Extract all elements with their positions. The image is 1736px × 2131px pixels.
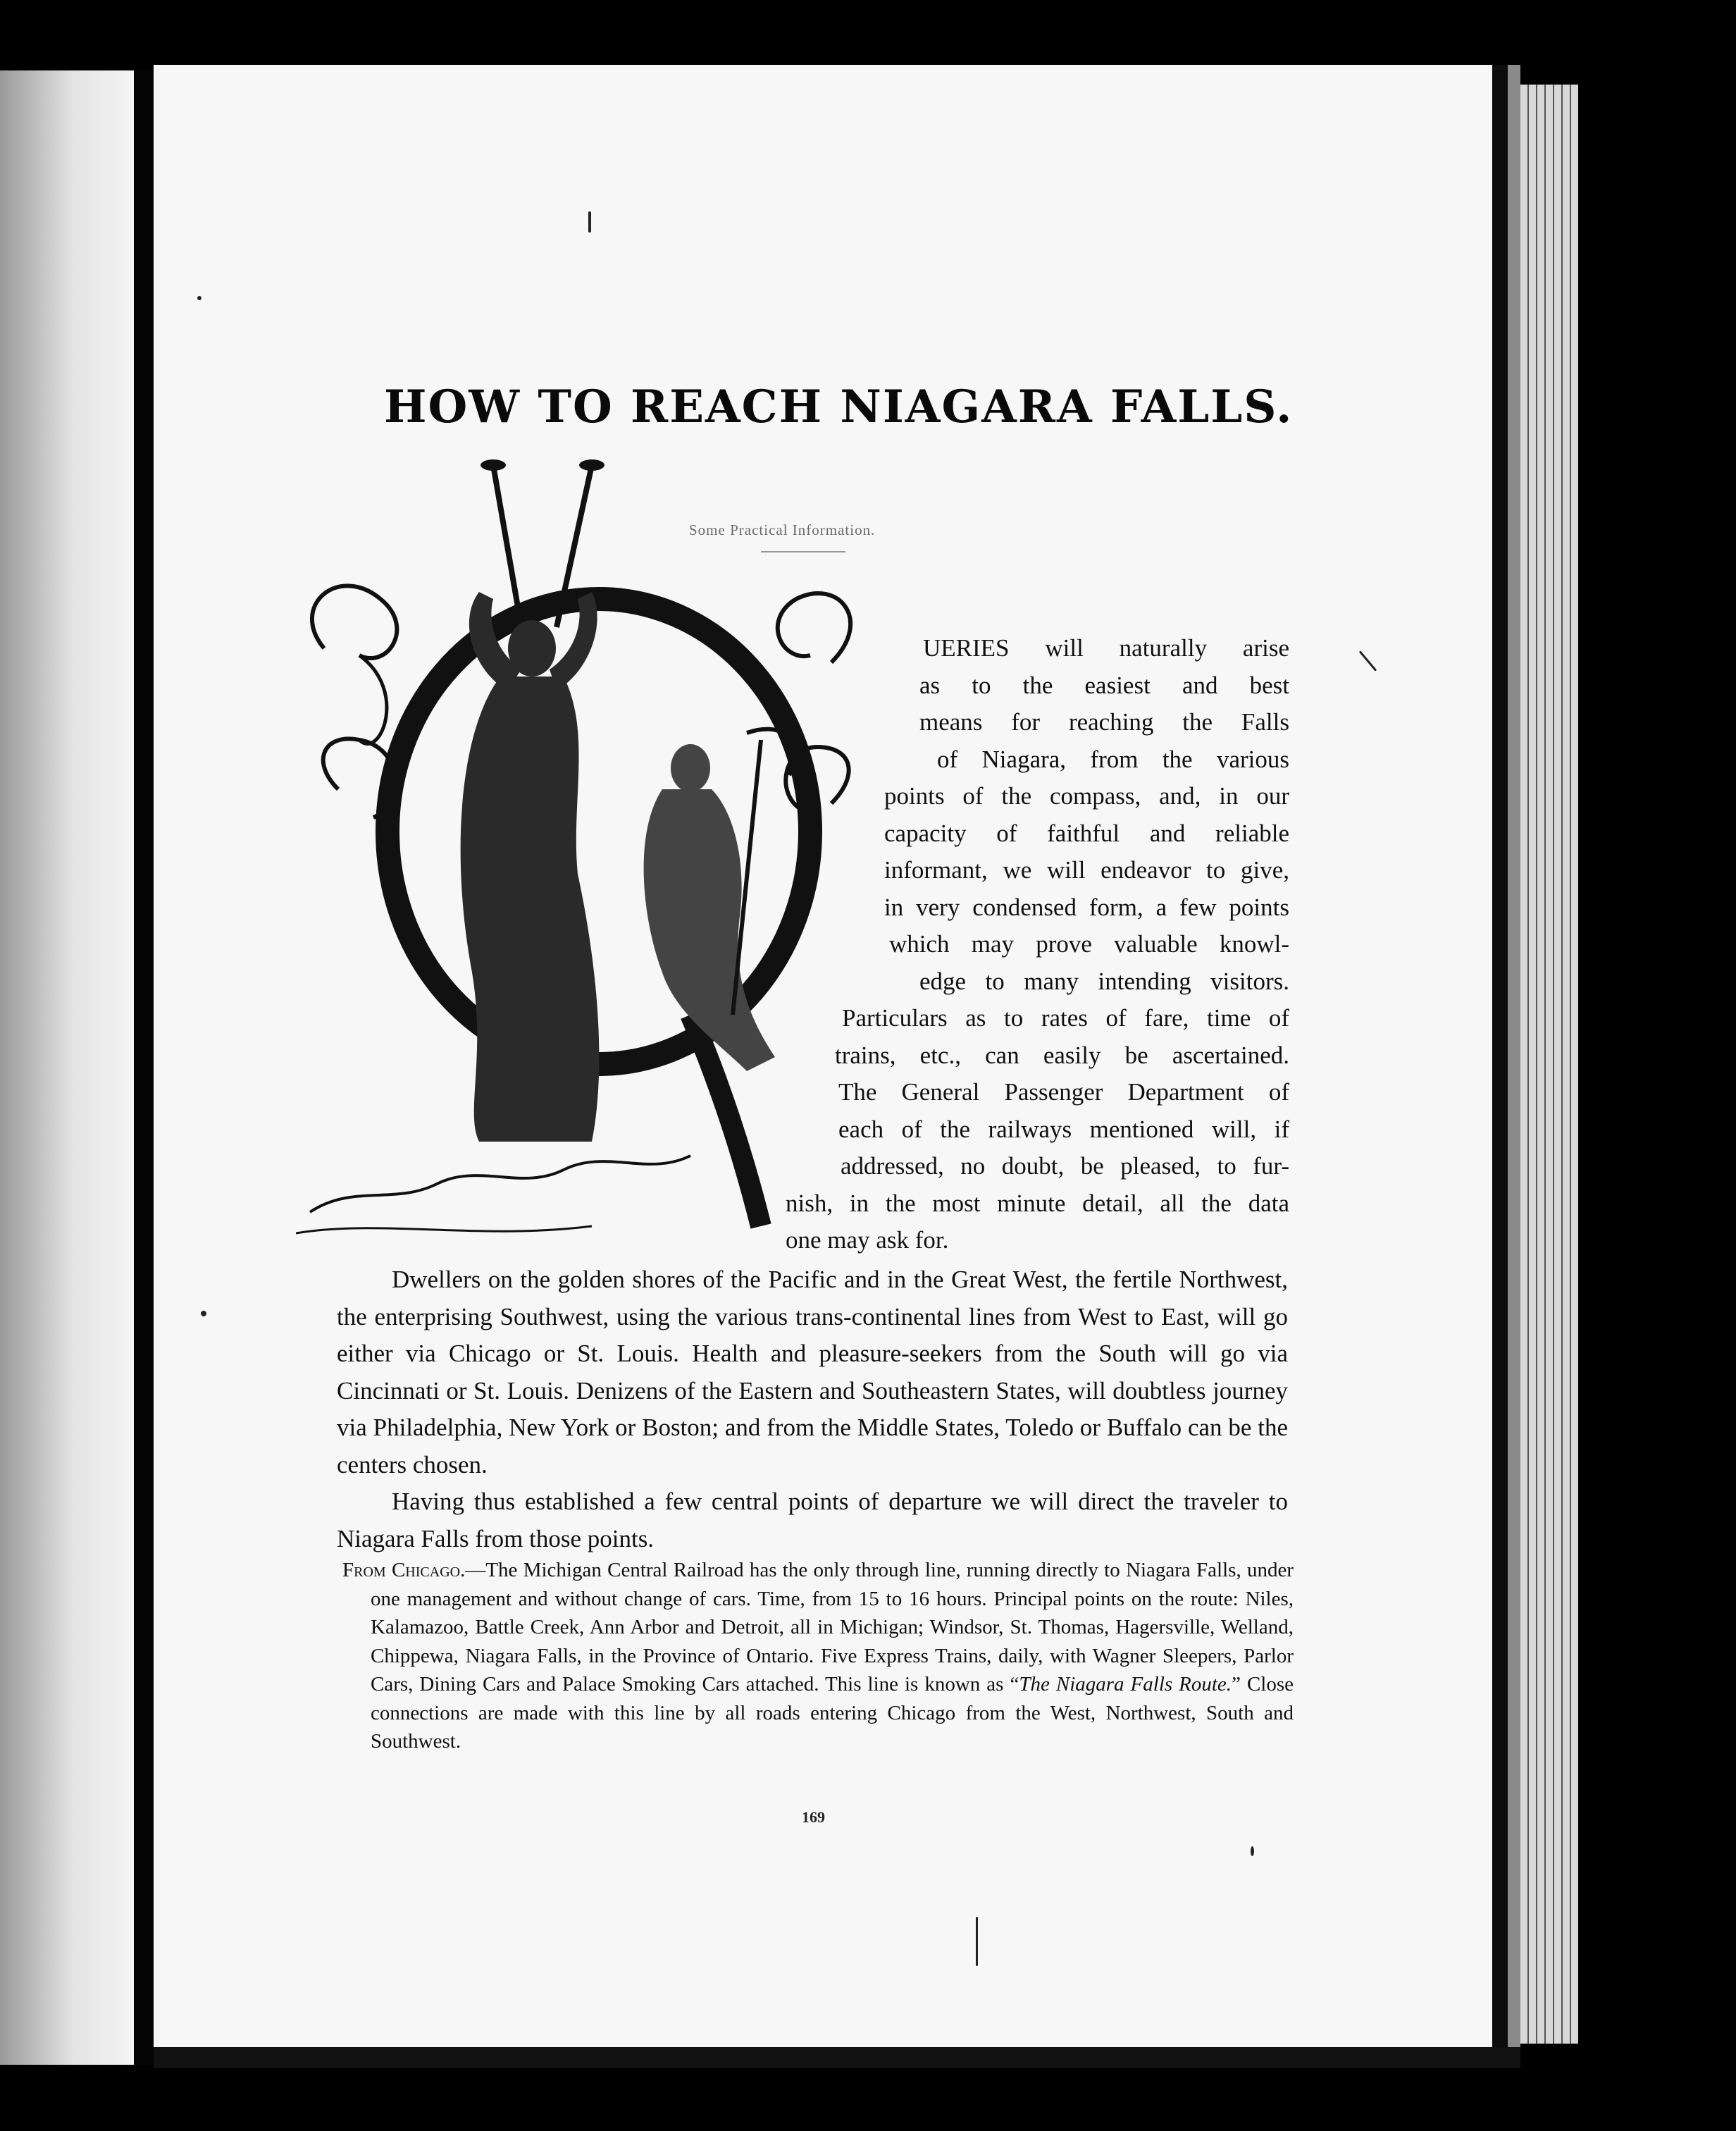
body-text xyxy=(337,1261,1288,1557)
intro-line: nish, in the most minute detail, all the data xyxy=(786,1189,1289,1217)
route-name: The Niagara Falls Route. xyxy=(1019,1673,1232,1695)
intro-line: which may prove valuable knowl- xyxy=(889,930,1289,958)
facing-page-edge xyxy=(0,70,134,2065)
intro-line: of Niagara, from the various xyxy=(937,745,1289,773)
intro-line: as to the easiest and best xyxy=(919,671,1289,699)
intro-line: The General Passenger Department of xyxy=(838,1078,1289,1106)
intro-line: means for reaching the Falls xyxy=(919,708,1289,736)
scan-speck xyxy=(1251,1846,1254,1856)
book-gutter xyxy=(134,70,154,2065)
scan-speck xyxy=(201,1311,206,1316)
intro-line: capacity of faithful and reliable xyxy=(884,819,1289,847)
page-bottom-edge xyxy=(154,2047,1520,2068)
intro-line: edge to many intending visitors. xyxy=(919,967,1289,995)
intro-line: UERIES will naturally arise xyxy=(923,634,1289,662)
illustrated-initial-q xyxy=(296,437,874,1261)
paragraph: Dwellers on the golden shores of the Pacific and in the Great West, the fertile Northwest, the enterprising Southwest, using the various trans-continental lines from West to East, will go either via Chicago or St. Louis. Health and pleasure-seekers from the South will go via Cincinnati or St. Louis. Denizens of the Eastern and Southeastern States, will doubtless journey via Philadelphia, New York or Boston; and from the Middle States, Toledo or Buffalo can be the centers chosen. xyxy=(337,1266,1288,1478)
scan-speck xyxy=(976,1917,978,1966)
section-text: —The Michigan Central Railroad has the only through line, running directly to Niagara Falls, under one management and without change of cars. Time, from 15 to 16 hours. Principal points on the route: Niles, Kalamazoo, Battle Creek, Ann Arbor and Detroit, all in Michigan; Windsor, St. Thomas, Hagersville, Welland, Chippewa, Niagara Falls, in the Province of Ontario. Five Express Trains, daily, with Wagner Sleepers, Parlor Cars, Dining Cars and Palace Smoking Cars attached. This line is known as “ xyxy=(371,1559,1294,1695)
section-heading: From Chicago. xyxy=(342,1559,466,1581)
page-edge-dark xyxy=(1492,65,1508,2051)
page-edge-light xyxy=(1508,65,1520,2051)
intro-line: informant, we will endeavor to give, xyxy=(884,856,1289,884)
page-stack xyxy=(1520,85,1578,2044)
from-chicago-section xyxy=(342,1556,1294,1756)
section-text: ” Close connections are made with this line by all roads entering Chicago from the West, Northwest, South and Southwest. xyxy=(371,1673,1294,1753)
intro-line: Particulars as to rates of fare, time of xyxy=(842,1004,1289,1032)
page-subtitle: Some Practical Information. xyxy=(689,521,876,538)
intro-line: points of the compass, and, in our xyxy=(884,782,1289,810)
page-number: 169 xyxy=(802,1808,825,1826)
intro-line: each of the railways mentioned will, if xyxy=(838,1115,1289,1143)
intro-line: addressed, no doubt, be pleased, to fur- xyxy=(841,1152,1289,1180)
intro-line: in very condensed form, a few points xyxy=(884,893,1289,921)
paragraph: Having thus established a few central points of departure we will direct the traveler to Niagara Falls from those points. xyxy=(337,1488,1288,1552)
scan-speck xyxy=(588,211,591,233)
scan-speck xyxy=(197,296,202,300)
intro-line: trains, etc., can easily be ascertained. xyxy=(835,1041,1289,1069)
page-title: HOW TO REACH NIAGARA FALLS. xyxy=(384,381,1294,433)
intro-line: one may ask for. xyxy=(786,1226,949,1254)
